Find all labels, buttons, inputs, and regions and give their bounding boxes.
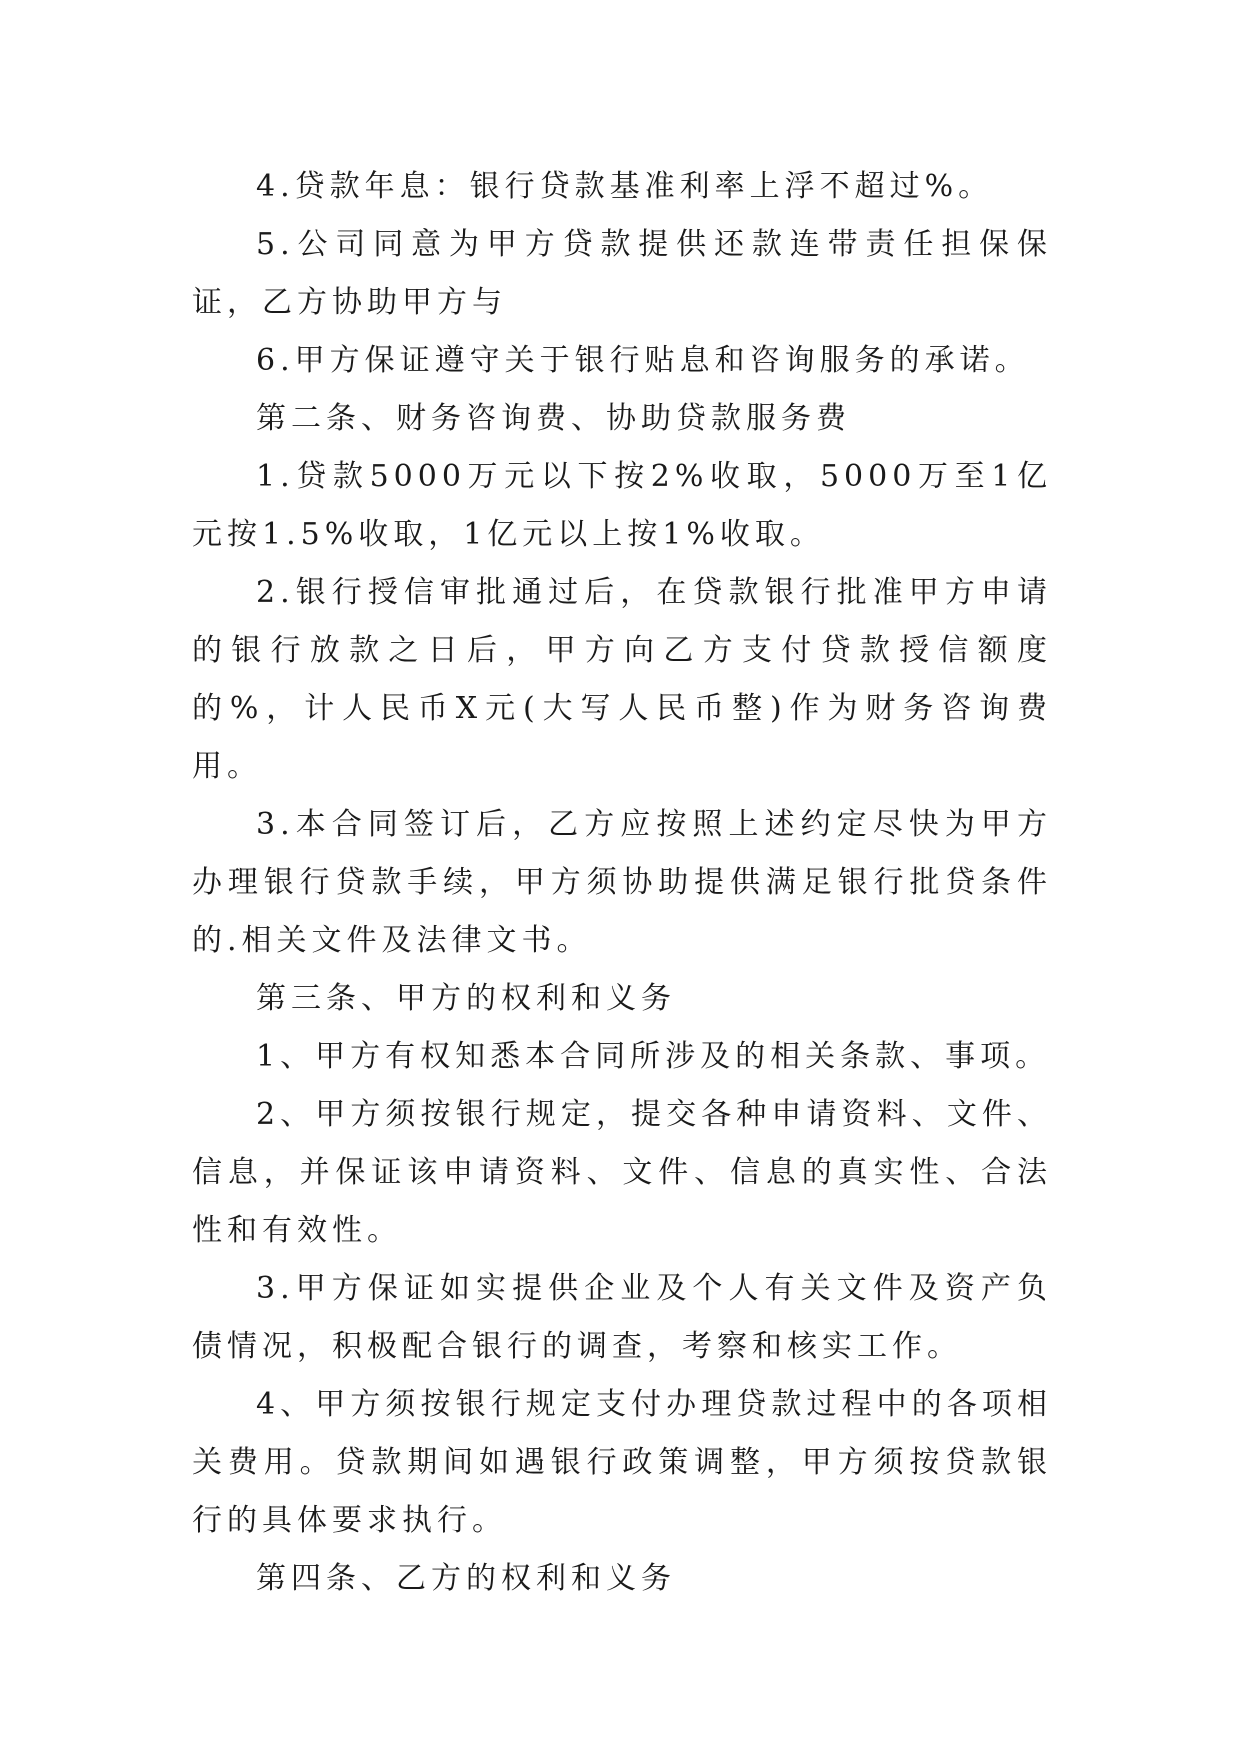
article-3-item-1: 1、甲方有权知悉本合同所涉及的相关条款、事项。 bbox=[256, 1039, 1051, 1074]
article-2-heading: 第二条、财务咨询费、协助贷款服务费 bbox=[256, 401, 851, 436]
article-3-item-2: 2、甲方须按银行规定，提交各种申请资料、文件、信息，并保证该申请资料、文件、信息的真实性、合法性和有效性。 bbox=[192, 1097, 1052, 1248]
article-3-item-4: 4、甲方须按银行规定支付办理贷款过程中的各项相关费用。贷款期间如遇银行政策调整，甲方须按贷款银行的具体要求执行。 bbox=[192, 1387, 1052, 1538]
document-body bbox=[192, 158, 1052, 1608]
article-4-heading: 第四条、乙方的权利和义务 bbox=[256, 1561, 676, 1596]
article-2-item-2: 2.银行授信审批通过后，在贷款银行批准甲方申请的银行放款之日后，甲方向乙方支付贷款授信额度的%，计人民币X元(大写人民币整)作为财务咨询费用。 bbox=[192, 575, 1052, 784]
clause-commitment: 6.甲方保证遵守关于银行贴息和咨询服务的承诺。 bbox=[256, 343, 1030, 378]
clause-guarantee: 5.公司同意为甲方贷款提供还款连带责任担保保证，乙方协助甲方与 bbox=[192, 227, 1052, 320]
article-3-item-3: 3.甲方保证如实提供企业及个人有关文件及资产负债情况，积极配合银行的调查，考察和核实工作。 bbox=[192, 1271, 1052, 1364]
clause-loan-interest: 4.贷款年息：银行贷款基准利率上浮不超过%。 bbox=[256, 169, 994, 204]
article-2-item-1: 1.贷款5000万元以下按2%收取，5000万至1亿元按1.5%收取，1亿元以上按1%收取。 bbox=[192, 459, 1052, 552]
article-2-item-3: 3.本合同签订后，乙方应按照上述约定尽快为甲方办理银行贷款手续，甲方须协助提供满足银行批贷条件的.相关文件及法律文书。 bbox=[192, 807, 1052, 958]
article-3-heading: 第三条、甲方的权利和义务 bbox=[256, 981, 676, 1016]
